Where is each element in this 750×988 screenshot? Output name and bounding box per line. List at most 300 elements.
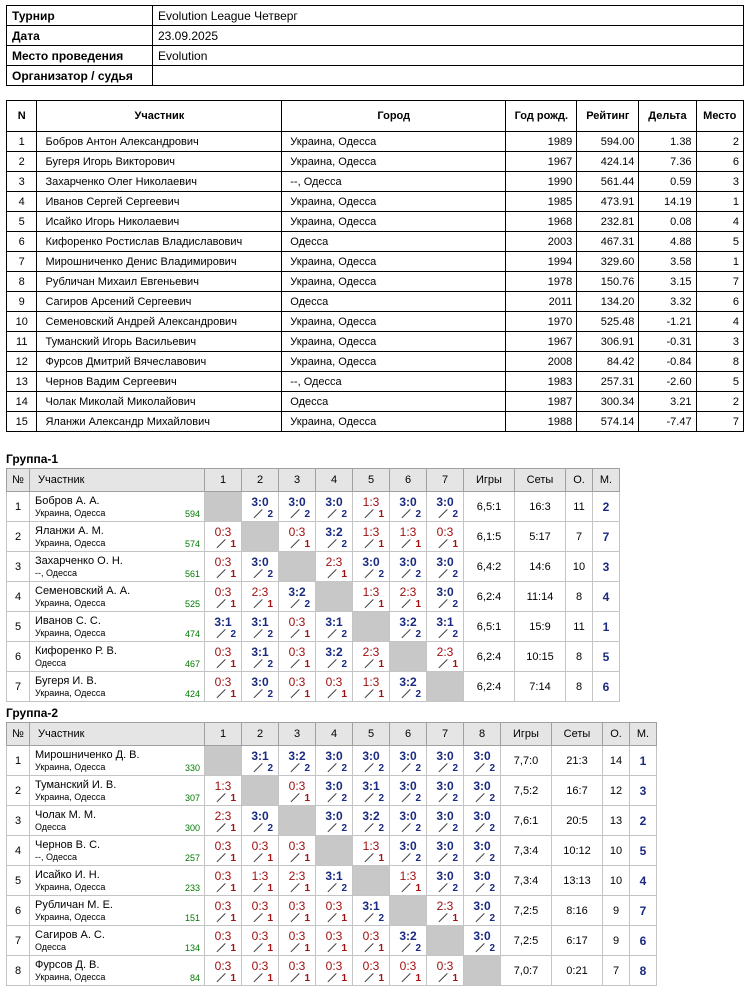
- info-key: Дата: [7, 26, 153, 46]
- match-points: 1: [415, 599, 421, 610]
- table-cell: 1989: [506, 132, 577, 152]
- self-cell: [390, 896, 427, 926]
- table-cell: 1967: [506, 332, 577, 352]
- match-result: [242, 746, 279, 776]
- table-row: [7, 232, 744, 252]
- match-result: [427, 492, 464, 522]
- player-city: Одесса: [35, 657, 67, 668]
- match-result: [427, 522, 464, 552]
- match-score-cell: [205, 866, 241, 895]
- table-row: [7, 582, 620, 612]
- table-cell: Сагиров Арсений Сергеевич: [37, 292, 282, 312]
- match-result: [390, 522, 427, 552]
- match-score: 3:0: [436, 809, 454, 823]
- match-result: [242, 582, 279, 612]
- table-row: [7, 866, 657, 896]
- match-points: 1: [230, 883, 236, 894]
- player-city: Украина, Одесса: [35, 627, 106, 638]
- player-number: 4: [7, 582, 30, 612]
- match-points: 1: [341, 689, 347, 700]
- table-row: [7, 492, 620, 522]
- match-score: 1:3: [362, 675, 380, 689]
- match-result: [427, 776, 464, 806]
- match-result: [279, 776, 316, 806]
- player-games: 7,0:7: [501, 956, 552, 986]
- match-score: 3:2: [399, 929, 417, 943]
- match-score-cell: [279, 492, 315, 521]
- player-number: 3: [7, 552, 30, 582]
- match-result: [464, 866, 501, 896]
- match-score-cell: [242, 746, 278, 775]
- table-cell: 1968: [506, 212, 577, 232]
- match-points: 2: [489, 763, 495, 774]
- match-points: 1: [230, 943, 236, 954]
- match-score-cell: [390, 806, 426, 835]
- match-result: [205, 612, 242, 642]
- match-result: [205, 956, 242, 986]
- table-cell: 12: [7, 352, 37, 372]
- player-number: 8: [7, 956, 30, 986]
- table-cell: Украина, Одесса: [282, 132, 506, 152]
- match-score-cell: [242, 836, 278, 865]
- table-row: [7, 192, 744, 212]
- match-score: 3:0: [399, 809, 417, 823]
- match-points: 2: [304, 763, 310, 774]
- table-cell: 10: [7, 312, 37, 332]
- match-points: 2: [341, 823, 347, 834]
- table-cell: Мирошниченко Денис Владимирович: [37, 252, 282, 272]
- match-points: 1: [230, 913, 236, 924]
- match-score: 3:2: [362, 809, 380, 823]
- table-cell: 1: [696, 192, 743, 212]
- info-key: Место проведения: [7, 46, 153, 66]
- match-score-cell: [242, 672, 278, 701]
- match-points: 2: [489, 913, 495, 924]
- player-points: 10: [603, 866, 630, 896]
- match-score: 2:3: [325, 555, 343, 569]
- match-score: 3:0: [251, 555, 269, 569]
- player-cell: [30, 806, 205, 836]
- match-points: 1: [230, 973, 236, 984]
- match-points: 2: [341, 763, 347, 774]
- match-result: [242, 806, 279, 836]
- player-points: 14: [603, 746, 630, 776]
- table-cell: Украина, Одесса: [282, 152, 506, 172]
- player-city: Украина, Одесса: [35, 597, 106, 608]
- match-score: 0:3: [288, 839, 306, 853]
- match-score-cell: [316, 672, 352, 701]
- player-sets: 21:3: [552, 746, 603, 776]
- match-score: 3:1: [325, 869, 343, 883]
- match-result: [242, 956, 279, 986]
- player-city: Украина, Одесса: [35, 687, 106, 698]
- match-score: 3:0: [325, 779, 343, 793]
- col-sets-header: Сеты: [552, 723, 603, 746]
- match-score: 3:0: [436, 869, 454, 883]
- match-score-cell: [242, 612, 278, 641]
- col-opponent-header: 1: [205, 723, 242, 746]
- table-cell: 8: [7, 272, 37, 292]
- self-cell: [353, 612, 390, 642]
- player-rating: 467: [184, 659, 200, 669]
- table-cell: 1988: [506, 412, 577, 432]
- info-value: 23.09.2025: [153, 26, 744, 46]
- match-points: 2: [452, 509, 458, 520]
- match-points: 2: [452, 883, 458, 894]
- match-result: [353, 642, 390, 672]
- info-value: Evolution: [153, 46, 744, 66]
- table-cell: 6: [696, 152, 743, 172]
- player-place: 1: [593, 612, 620, 642]
- match-result: [464, 836, 501, 866]
- match-score-cell: [279, 956, 315, 985]
- match-result: [464, 806, 501, 836]
- table-row: [7, 352, 744, 372]
- player-cell: [30, 776, 205, 806]
- match-score: 1:3: [399, 525, 417, 539]
- match-result: [353, 492, 390, 522]
- match-score: 0:3: [436, 959, 454, 973]
- col-no-header: №: [7, 723, 30, 746]
- player-place: 2: [593, 492, 620, 522]
- match-score: 3:0: [251, 809, 269, 823]
- match-result: [279, 672, 316, 702]
- table-cell: Фурсов Дмитрий Вячеславович: [37, 352, 282, 372]
- table-cell: 525.48: [577, 312, 639, 332]
- match-score: 0:3: [288, 645, 306, 659]
- match-points: 2: [415, 793, 421, 804]
- match-result: [427, 806, 464, 836]
- table-row: [7, 746, 657, 776]
- player-rating: 84: [189, 973, 200, 983]
- table-cell: 3.58: [639, 252, 696, 272]
- col-opponent-header: 3: [279, 723, 316, 746]
- match-score-cell: [316, 492, 352, 521]
- match-score: 3:0: [473, 899, 491, 913]
- player-points: 7: [603, 956, 630, 986]
- match-score: 3:1: [436, 615, 454, 629]
- table-cell: 6: [7, 232, 37, 252]
- match-score-cell: [427, 612, 463, 641]
- col-opponent-header: 2: [242, 469, 279, 492]
- table-cell: 2: [696, 392, 743, 412]
- table-cell: 13: [7, 372, 37, 392]
- match-score-cell: [242, 492, 278, 521]
- table-cell: Украина, Одесса: [282, 192, 506, 212]
- participants-header: Год рожд.: [506, 101, 577, 132]
- col-opponent-header: 6: [390, 469, 427, 492]
- match-score-cell: [427, 956, 463, 985]
- match-score-cell: [205, 896, 241, 925]
- player-number: 1: [7, 746, 30, 776]
- match-points: 2: [489, 883, 495, 894]
- match-score: 0:3: [288, 929, 306, 943]
- player-points: 9: [603, 896, 630, 926]
- match-score: 3:0: [436, 779, 454, 793]
- match-score: 3:0: [288, 495, 306, 509]
- table-cell: 1967: [506, 152, 577, 172]
- player-place: 6: [630, 926, 657, 956]
- player-games: 6,1:5: [464, 522, 515, 552]
- table-row: [7, 152, 744, 172]
- match-result: [205, 582, 242, 612]
- col-games-header: Игры: [464, 469, 515, 492]
- table-cell: Одесса: [282, 292, 506, 312]
- player-points: 7: [566, 522, 593, 552]
- player-name: Исайко И. Н.: [35, 868, 100, 881]
- match-points: 1: [304, 913, 310, 924]
- match-score: 3:0: [473, 749, 491, 763]
- table-cell: 2011: [506, 292, 577, 312]
- group-1-table: [6, 468, 620, 702]
- table-cell: 300.34: [577, 392, 639, 412]
- player-name: Кифоренко Р. В.: [35, 644, 117, 657]
- match-points: 1: [304, 883, 310, 894]
- match-score: 2:3: [436, 645, 454, 659]
- table-cell: 4: [7, 192, 37, 212]
- match-result: [427, 956, 464, 986]
- match-result: [316, 492, 353, 522]
- match-result: [353, 582, 390, 612]
- match-score-cell: [390, 836, 426, 865]
- match-points: 1: [378, 689, 384, 700]
- table-row: [7, 332, 744, 352]
- group-1-title: Группа-1: [6, 452, 59, 466]
- table-cell: 84.42: [577, 352, 639, 372]
- match-score-cell: [205, 582, 241, 611]
- table-cell: 306.91: [577, 332, 639, 352]
- player-rating: 561: [184, 569, 200, 579]
- match-points: 1: [230, 853, 236, 864]
- match-result: [390, 746, 427, 776]
- player-points: 10: [566, 552, 593, 582]
- match-points: 2: [267, 629, 273, 640]
- match-result: [205, 806, 242, 836]
- match-score-cell: [353, 582, 389, 611]
- match-score: 3:2: [325, 645, 343, 659]
- match-points: 2: [415, 569, 421, 580]
- player-name: Чолак М. М.: [35, 808, 97, 821]
- player-place: 3: [630, 776, 657, 806]
- player-city: Украина, Одесса: [35, 911, 106, 922]
- match-result: [279, 746, 316, 776]
- player-sets: 5:17: [515, 522, 566, 552]
- player-games: 7,2:5: [501, 896, 552, 926]
- table-row: [7, 292, 744, 312]
- info-value: Evolution League Четверг: [153, 6, 744, 26]
- table-cell: 3.15: [639, 272, 696, 292]
- match-score-cell: [279, 672, 315, 701]
- self-cell: [353, 866, 390, 896]
- table-cell: -7.47: [639, 412, 696, 432]
- match-score-cell: [427, 806, 463, 835]
- match-result: [205, 642, 242, 672]
- match-score: 3:0: [473, 809, 491, 823]
- table-cell: 0.59: [639, 172, 696, 192]
- match-score-cell: [353, 926, 389, 955]
- match-points: 1: [304, 943, 310, 954]
- match-score: 0:3: [214, 839, 232, 853]
- col-opponent-header: 8: [464, 723, 501, 746]
- match-result: [353, 672, 390, 702]
- table-cell: 2003: [506, 232, 577, 252]
- info-row: [7, 66, 744, 86]
- match-score: 3:2: [288, 585, 306, 599]
- match-result: [427, 896, 464, 926]
- match-score-cell: [353, 672, 389, 701]
- player-city: Украина, Одесса: [35, 791, 106, 802]
- match-score: 3:0: [473, 869, 491, 883]
- col-place-header: М.: [630, 723, 657, 746]
- match-score-cell: [353, 552, 389, 581]
- table-cell: 1990: [506, 172, 577, 192]
- table-row: [7, 252, 744, 272]
- match-score-cell: [427, 552, 463, 581]
- match-score-cell: [242, 582, 278, 611]
- player-points: 12: [603, 776, 630, 806]
- match-score-cell: [390, 672, 426, 701]
- match-result: [316, 522, 353, 552]
- match-score: 1:3: [362, 839, 380, 853]
- match-score-cell: [390, 956, 426, 985]
- player-name: Чернов В. С.: [35, 838, 101, 851]
- col-place-header: М.: [593, 469, 620, 492]
- table-cell: Украина, Одесса: [282, 212, 506, 232]
- table-cell: 5: [696, 232, 743, 252]
- match-points: 1: [230, 539, 236, 550]
- match-result: [242, 612, 279, 642]
- table-cell: 3: [696, 332, 743, 352]
- player-name: Захарченко О. Н.: [35, 554, 123, 567]
- match-result: [316, 926, 353, 956]
- self-cell: [242, 776, 279, 806]
- player-name: Туманский И. В.: [35, 778, 117, 791]
- match-points: 1: [378, 973, 384, 984]
- table-cell: 1: [696, 252, 743, 272]
- match-score-cell: [390, 746, 426, 775]
- match-points: 2: [304, 509, 310, 520]
- match-result: [279, 896, 316, 926]
- match-result: [242, 552, 279, 582]
- match-points: 1: [341, 943, 347, 954]
- table-cell: -0.84: [639, 352, 696, 372]
- match-result: [390, 672, 427, 702]
- player-city: --, Одесса: [35, 567, 78, 578]
- match-score: 0:3: [362, 959, 380, 973]
- match-score: 1:3: [214, 779, 232, 793]
- col-name-header: Участник: [30, 469, 205, 492]
- self-cell: [205, 492, 242, 522]
- match-score-cell: [427, 836, 463, 865]
- player-name: Мирошниченко Д. В.: [35, 748, 140, 761]
- player-cell: [30, 866, 205, 896]
- player-games: 7,3:4: [501, 866, 552, 896]
- match-score-cell: [316, 612, 352, 641]
- match-result: [279, 522, 316, 552]
- match-score: 3:0: [251, 495, 269, 509]
- player-sets: 14:6: [515, 552, 566, 582]
- player-rating: 233: [184, 883, 200, 893]
- player-points: 8: [566, 582, 593, 612]
- match-points: 1: [452, 539, 458, 550]
- table-row: [7, 392, 744, 412]
- col-opponent-header: 5: [353, 723, 390, 746]
- match-points: 1: [304, 853, 310, 864]
- match-score: 1:3: [399, 869, 417, 883]
- match-score-cell: [427, 896, 463, 925]
- player-sets: 8:16: [552, 896, 603, 926]
- match-result: [427, 866, 464, 896]
- match-score-cell: [242, 642, 278, 671]
- match-points: 1: [267, 943, 273, 954]
- match-result: [390, 866, 427, 896]
- match-score: 3:2: [288, 749, 306, 763]
- player-number: 6: [7, 896, 30, 926]
- match-points: 2: [415, 629, 421, 640]
- col-opponent-header: 5: [353, 469, 390, 492]
- match-score-cell: [464, 866, 500, 895]
- match-points: 1: [341, 973, 347, 984]
- match-score: 3:0: [436, 585, 454, 599]
- match-points: 1: [452, 659, 458, 670]
- player-number: 7: [7, 926, 30, 956]
- participants-header: Место: [696, 101, 743, 132]
- table-cell: 150.76: [577, 272, 639, 292]
- player-rating: 424: [184, 689, 200, 699]
- match-score-cell: [316, 926, 352, 955]
- match-score-cell: [205, 806, 241, 835]
- match-result: [316, 642, 353, 672]
- table-cell: 14: [7, 392, 37, 412]
- participants-header: Рейтинг: [577, 101, 639, 132]
- player-name: Сагиров А. С.: [35, 928, 105, 941]
- player-cell: [30, 612, 205, 642]
- player-cell: [30, 956, 205, 986]
- table-cell: 1994: [506, 252, 577, 272]
- match-points: 1: [304, 659, 310, 670]
- match-score: 0:3: [325, 675, 343, 689]
- player-number: 3: [7, 806, 30, 836]
- table-row: [7, 412, 744, 432]
- match-score: 1:3: [251, 869, 269, 883]
- match-points: 1: [452, 913, 458, 924]
- match-score: 2:3: [362, 645, 380, 659]
- table-row: [7, 132, 744, 152]
- table-cell: 134.20: [577, 292, 639, 312]
- match-score: 0:3: [399, 959, 417, 973]
- match-points: 1: [267, 973, 273, 984]
- table-cell: Украина, Одесса: [282, 272, 506, 292]
- player-sets: 13:13: [552, 866, 603, 896]
- match-score: 0:3: [214, 555, 232, 569]
- match-score: 3:0: [362, 555, 380, 569]
- match-score: 1:3: [362, 585, 380, 599]
- table-row: [7, 672, 620, 702]
- tournament-info-table: [6, 5, 744, 86]
- match-score-cell: [353, 522, 389, 551]
- table-cell: Одесса: [282, 232, 506, 252]
- match-result: [353, 896, 390, 926]
- match-score-cell: [205, 522, 241, 551]
- match-result: [353, 776, 390, 806]
- match-score-cell: [464, 746, 500, 775]
- match-points: 2: [378, 913, 384, 924]
- table-cell: 5: [696, 372, 743, 392]
- player-games: 7,3:4: [501, 836, 552, 866]
- match-score: 3:1: [362, 899, 380, 913]
- match-result: [242, 926, 279, 956]
- match-score-cell: [390, 866, 426, 895]
